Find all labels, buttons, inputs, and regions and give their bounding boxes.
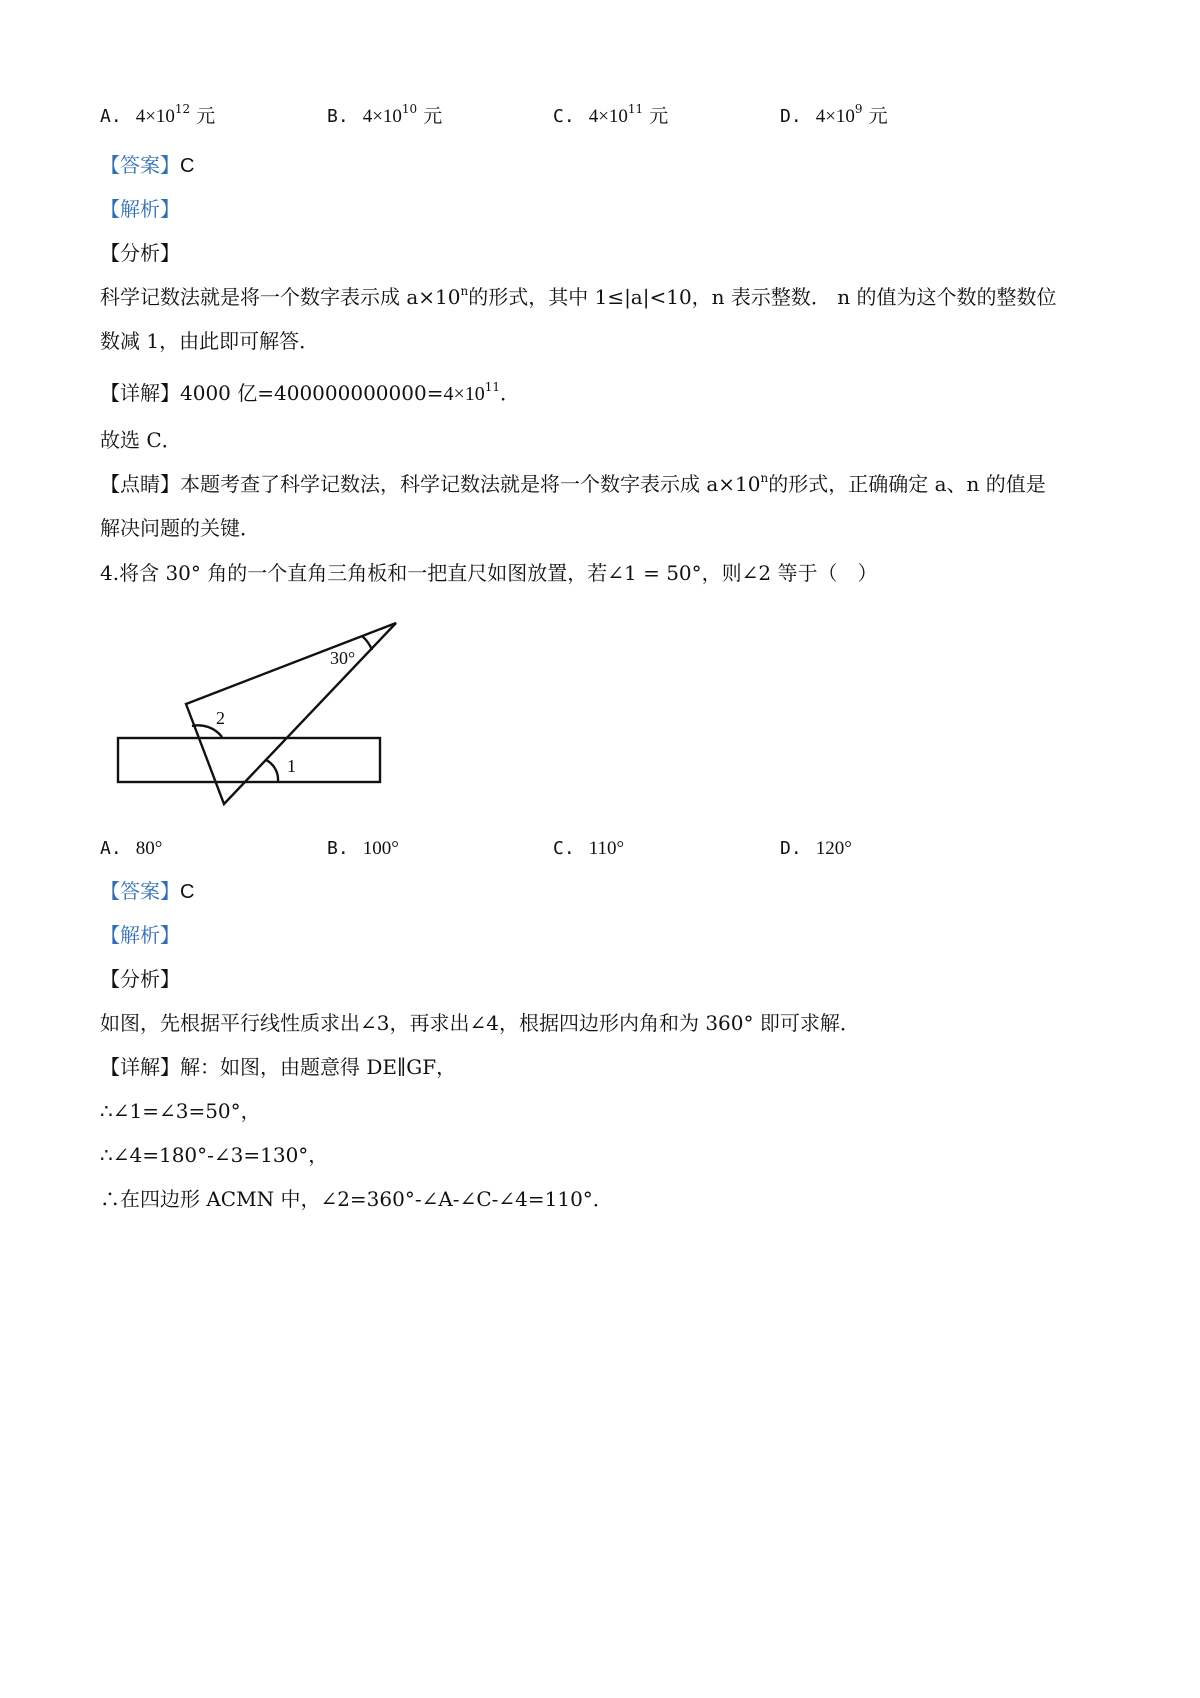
q3-fenxi-line2: 数减 1，由此即可解答． [100, 329, 320, 353]
label-1: 1 [287, 756, 296, 776]
option-label: B. [327, 838, 349, 859]
angle-arc-30 [362, 636, 372, 650]
answer-tag: 【答案】 [100, 153, 180, 177]
dianjing-tag: 【点睛】 [100, 472, 180, 496]
detail-tag: 【详解】 [100, 1055, 180, 1079]
q3-option-a: A. $4\times 10^{12}$ 元 [100, 102, 216, 127]
q4-figure [110, 612, 430, 822]
option-label: C. [553, 838, 575, 859]
q3-analysis-tag: 【解析】 [100, 197, 180, 221]
q4-detail: 【详解】解：如图，由题意得 DE∥GF， [100, 1055, 457, 1079]
q4-step2: ∴∠4=180°-∠3=130°， [100, 1143, 329, 1167]
q4-option-a: A. 80° [100, 838, 163, 859]
ruler [118, 738, 380, 782]
q3-answer [100, 151, 194, 180]
angle-arc-1 [266, 760, 278, 781]
q4-analysis-tag: 【解析】 [100, 923, 180, 947]
q4-answer [100, 877, 194, 906]
q4-option-c: C. 110° [553, 838, 625, 859]
option-label: A. [100, 838, 122, 859]
q4-fenxi: 如图，先根据平行线性质求出∠3，再求出∠4，根据四边形内角和为 360° 即可求解． [100, 1011, 860, 1035]
q3-dianjing-line2: 解决问题的关键． [100, 516, 260, 540]
q4-option-b: B. 100° [327, 838, 399, 859]
answer-letter: C [180, 881, 195, 903]
option-label: D. [780, 838, 802, 859]
option-label: B. [327, 106, 349, 127]
q3-choose: 故选 C． [100, 428, 182, 452]
q3-fenxi-line1: 科学记数法就是将一个数字表示成 $a\times 10^n$的形式，其中 1≤|a|<10，n 表示整数． n 的值为这个数的整数位 [100, 284, 1057, 309]
q4-fenxi-tag: 【分析】 [100, 967, 180, 991]
q3-option-c: C. $4\times 10^{11}$ 元 [553, 102, 669, 127]
detail-tag: 【详解】 [100, 381, 180, 405]
label-2: 2 [216, 708, 225, 728]
q3-option-d: D. $4\times 10^9$ 元 [780, 102, 888, 127]
q4-step3: ∴在四边形 ACMN 中，∠2=360°-∠A-∠C-∠4=110°． [100, 1187, 613, 1211]
option-label: A. [100, 106, 122, 127]
label-30: 30° [330, 648, 356, 668]
q3-dianjing-line1: 【点睛】本题考查了科学记数法，科学记数法就是将一个数字表示成 $a\times 10^n$的形式，正确确定 a、n 的值是 [100, 471, 1046, 496]
q3-fenxi-tag: 【分析】 [100, 241, 180, 265]
answer-tag: 【答案】 [100, 879, 180, 903]
option-label: C. [553, 106, 575, 127]
q4-stem: 4.将含 30° 角的一个直角三角板和一把直尺如图放置，若∠1 = 50°，则∠2 等于（ ） [100, 561, 878, 585]
q3-detail: 【详解】4000 亿$=400000000000=4\times 10^{11}$． [100, 380, 521, 405]
q4-step1: ∴∠1=∠3=50°， [100, 1099, 261, 1123]
answer-letter: C [180, 155, 195, 177]
option-label: D. [780, 106, 802, 127]
q3-option-b: B. $4\times 10^{10}$ 元 [327, 102, 443, 127]
q4-option-d: D. 120° [780, 838, 852, 859]
